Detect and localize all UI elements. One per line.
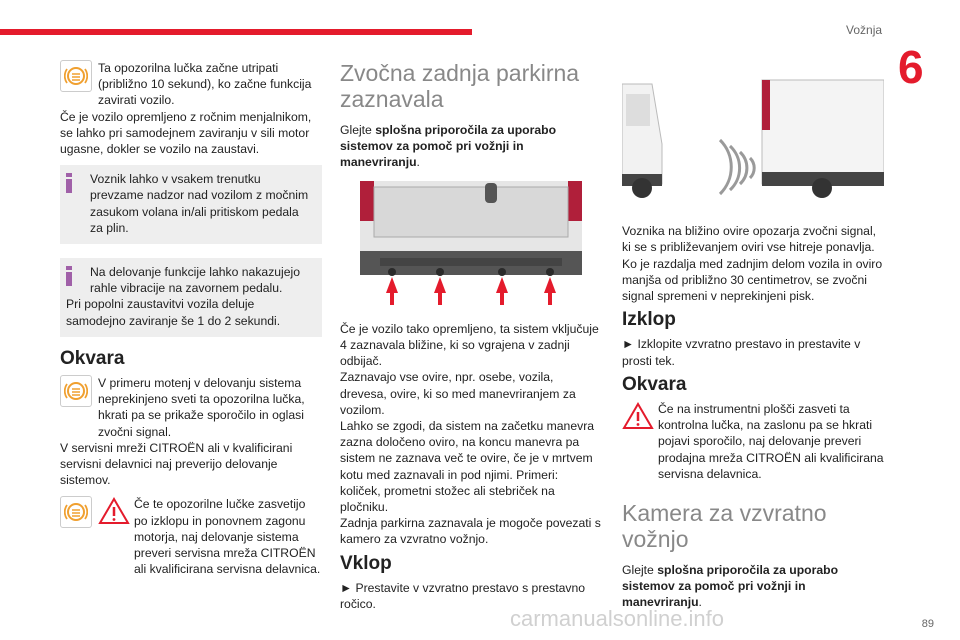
paragraph: Zadnja parkirna zaznavala je mogoče povezati s kamero za vzvratno vožnjo. (340, 516, 601, 547)
info-box (60, 258, 322, 337)
watermark: carmanualsonline.info (510, 606, 725, 631)
paragraph: V servisni mreži CITROËN ali v kvalificirani servisni delavnici naj preverijo delovanje sistemov. (60, 440, 293, 488)
paragraph: V primeru motenj v delovanju sistema neprekinjeno sveti ta opozorilna lučka, hkrati pa se prikaže sporočilo in oglasi zvočni signal. (98, 376, 305, 439)
brake-warning-icon (60, 496, 92, 528)
paragraph: Voznika na bližino ovire opozarja zvočni signal, ki se s približevanjem oviri vse hitreje ponavlja. (622, 224, 877, 255)
section-heading: Zvočna zadnja parkirna zaznavala (340, 60, 580, 112)
chapter-number: 6 (898, 41, 924, 93)
heading-izklop: Izklop (622, 309, 676, 331)
paragraph: Če te opozorilne lučke zasvetijo po izklopu in ponovnem zagonu motorja, naj delovanje sistema preveri servisna mreža CITROËN ali kvalificirana servisna delavnica. (134, 497, 321, 577)
brake-warning-icon (60, 375, 92, 407)
info-text: Na delovanje funkcije lahko nakazujejo rahle vibracije na zavornem pedalu. (90, 265, 301, 296)
paragraph: ► Izklopite vzvratno prestavo in prestavite v prosti tek. (622, 337, 861, 368)
van-obstacle-illustration (622, 74, 884, 199)
paragraph: Če je vozilo opremljeno z ročnim menjalnikom, se lahko pri samodejnem zaviranju v sili motor ugasne, dokler se vozilo na zaustavi. (60, 109, 312, 157)
info-text: Voznik lahko v vsakem trenutku prevzame nadzor nad vozilom z močnim zasukom volana in/ali pritiskom pedala za plin. (90, 172, 309, 235)
warning-triangle-icon (622, 401, 654, 431)
heading-okvara: Okvara (60, 347, 125, 369)
warning-row (60, 496, 322, 577)
header-accent-bar (0, 29, 472, 35)
paragraph: Ta opozorilna lučka začne utripati (približno 10 sekund), ko začne funkcija zavirati vozilo. (98, 61, 312, 108)
warning-row (60, 375, 322, 440)
info-text: Pri popolni zaustavitvi vozila deluje samodejno zaviranje še 1 do 2 sekundi. (66, 297, 281, 328)
brake-warning-icon (60, 60, 92, 92)
section-title: Vožnja (846, 23, 883, 37)
warning-row (60, 60, 322, 109)
paragraph: Ko je razdalja med zadnjim delom vozila in oviro manjša od približno 30 centimetrov, se zvočni signal spremeni v neprekinjeni pisk. (622, 256, 883, 304)
paragraph: Če na instrumentni plošči zasveti ta kontrolna lučka, na zaslonu pa se hkrati pojavi sporočilo, naj delovanje preveri prodajna mreža CITROËN ali kvalificirana servisna delavnica. (658, 402, 884, 481)
column-2 (340, 60, 602, 612)
page-number: 89 (921, 618, 934, 630)
heading-okvara: Okvara (622, 373, 687, 395)
paragraph: Zaznavajo vse ovire, npr. osebe, vozila, drevesa, ovire, ki so med manevriranjem za vozilom. (340, 370, 576, 417)
warning-row (622, 401, 884, 482)
paragraph: Lahko se zgodi, da sistem na začetku manevra zazna določeno oviro, na koncu manevra pa sistem ne zaznava več te ovire, če je v mrtvem kotu med zaznavali in pod njimi. Primeri: količek, prometni stožec ali stebriček na pločniku. (340, 419, 595, 515)
section-heading: Kamera za vzvratno vožnjo (622, 500, 827, 553)
paragraph: Če je vozilo tako opremljeno, ta sistem vključuje 4 zaznavala bližine, ki so vgrajena v zadnji odbijač. (340, 321, 599, 369)
paragraph: Glejte splošna priporočila za uporabo sistemov za pomoč pri vožnji in manevriranju. (622, 563, 839, 610)
info-icon (66, 266, 73, 286)
rear-bumper-sensors-illustration (340, 181, 602, 307)
warning-triangle-icon (98, 496, 130, 526)
paragraph: ► Prestavite v vzvratno prestavo s prestavno ročico. (340, 580, 586, 612)
paragraph: Glejte splošna priporočila za uporabo sistemov za pomoč pri vožnji in manevriranju. (340, 123, 557, 170)
column-1 (60, 60, 322, 577)
column-3 (622, 66, 884, 611)
info-box (60, 165, 322, 244)
heading-vklop: Vklop (340, 552, 392, 574)
info-icon (66, 173, 73, 193)
